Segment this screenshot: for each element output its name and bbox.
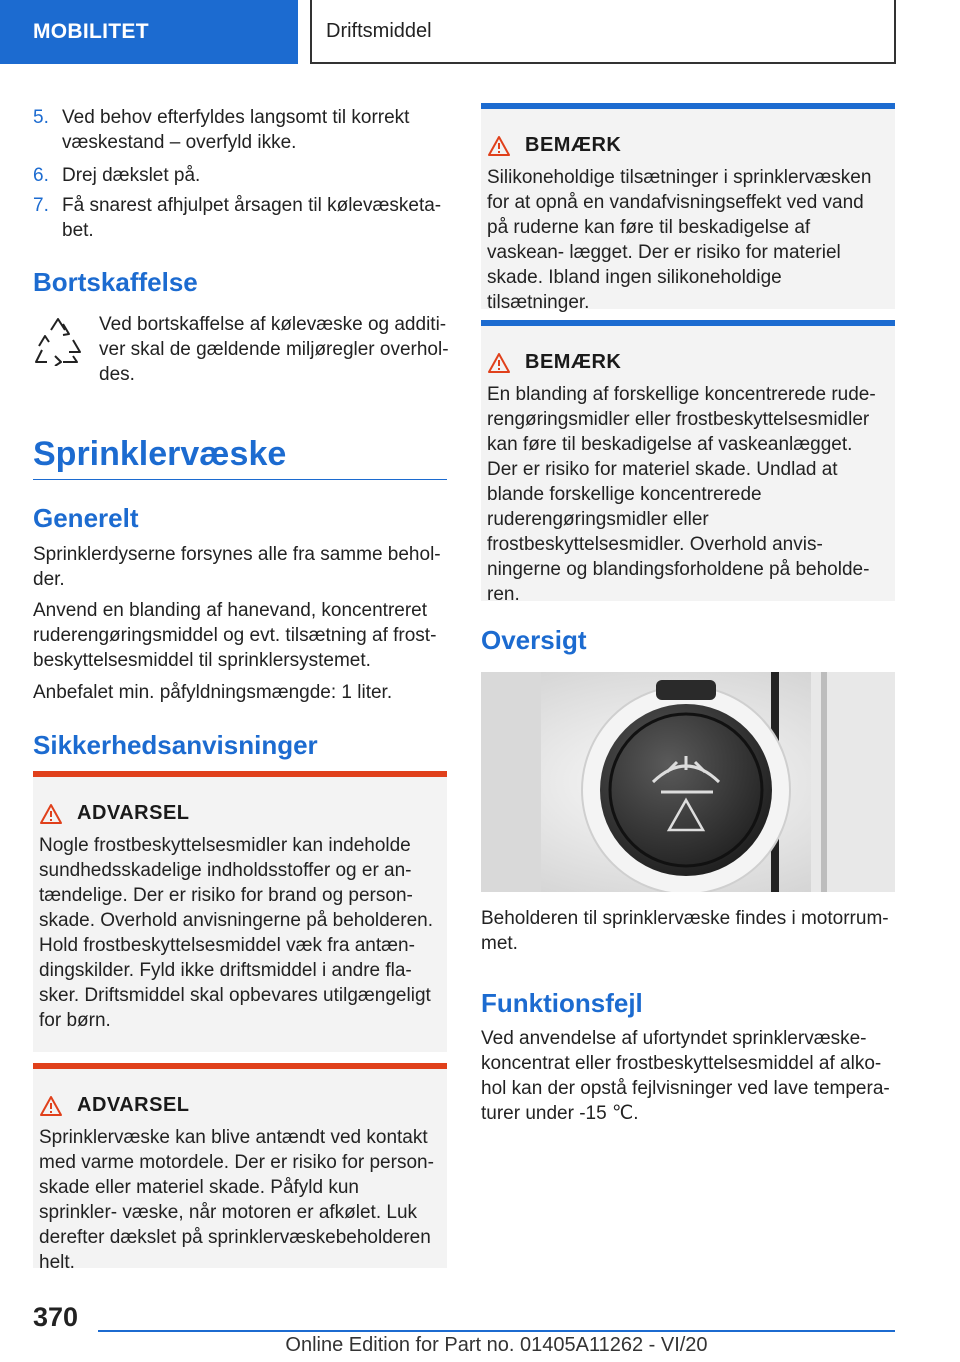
step-number: 5. <box>33 107 49 128</box>
step-text: Ved behov efterfyldes langsomt til korrekt væskestand – overfyld ikke. <box>62 107 410 153</box>
chapter-header <box>310 0 896 64</box>
fault-heading: Funktionsfejl <box>481 988 643 1018</box>
heading-rule <box>33 479 447 480</box>
recycle-icon <box>33 316 83 371</box>
overview-heading: Oversigt <box>481 625 587 655</box>
safety-heading: Sikkerhedsanvisninger <box>33 730 318 760</box>
note-text: En blanding af forskellige koncentrerede rude- rengøringsmidler eller frostbeskyttelsesmidler kan føre til beskadigelse af vaskeanlægget. Der er risiko for materiel skade. Undlad at blande forskellige koncentrerede ruderengøringsmidler eller frostbeskyttelsesmidler. Overhold anvis- ningerne og blandingsforholdene på beholde- ren. <box>487 384 876 605</box>
caution-triangle-icon <box>487 135 511 157</box>
general-paragraph-1: Sprinklerdyserne forsynes alle fra samme behol- der. <box>33 544 441 590</box>
warning-text: Sprinklervæske kan blive antændt ved kontakt med varme motordele. Der er risiko for person- skade eller materiel skade. Påfyld kun sprinkler- væske, når motoren er afkølet. Luk derefter dækslet på sprinklervæskebeholderen helt. <box>39 1127 434 1273</box>
page-number: 370 <box>33 1302 79 1332</box>
note-text: Silikoneholdige tilsætninger i sprinklervæsken for at opnå en vandafvisningseffekt ved vand på ruderne kan føre til beskadigelse af vaskean- lægget. Der er risiko for materiel skade. Ibland ingen silikoneholdige tilsætninger. <box>487 167 872 313</box>
warning-text: Nogle frostbeskyttelsesmidler kan indeholde sundhedsskadelige indholdsstoffer og er an- tændelige. Der er risiko for brand og person- skade. Overhold anvisningerne på beholderen. Hold frostbeskyttelsesmiddel væk fra antæn- dingskilder. Fyld ikke driftsmiddel i andre fla- sker. Driftsmiddel skal opbevares utilgængeligt for børn. <box>39 835 433 1031</box>
chapter-title: Driftsmiddel <box>326 19 432 42</box>
note-title: BEMÆRK <box>525 351 622 373</box>
warning-title: ADVARSEL <box>77 802 190 824</box>
section-title: MOBILITET <box>33 20 149 43</box>
warning-title: ADVARSEL <box>77 1094 190 1116</box>
general-heading: Generelt <box>33 503 139 533</box>
footer-rule <box>98 1330 895 1332</box>
note-header <box>487 134 887 157</box>
warning-header <box>39 1094 437 1117</box>
warning-triangle-icon <box>39 803 63 825</box>
fault-text: Ved anvendelse af ufortyndet sprinklervæske- koncentrat eller frostbeskyttelsesmiddel af alko- hol kan der opstå fejlvisninger ved lave tempera- turer under -15 ℃. <box>481 1028 890 1124</box>
warning-box-2 <box>33 1063 447 1273</box>
step-6 <box>33 163 447 188</box>
note-title: BEMÆRK <box>525 134 622 156</box>
caution-triangle-icon <box>487 352 511 374</box>
general-paragraph-2: Anvend en blanding af hanevand, koncentreret ruderengøringsmiddel og evt. tilsætning af frost- beskyttelsesmiddel til sprinklersystemet. <box>33 600 437 671</box>
step-number: 7. <box>33 195 49 216</box>
step-5 <box>33 105 447 155</box>
disposal-heading: Bortskaffelse <box>33 267 198 297</box>
disposal-text: Ved bortskaffelse af kølevæske og additi- ver skal de gældende miljøregler overhol- des. <box>99 314 449 385</box>
general-paragraph-3: Anbefalet min. påfyldningsmængde: 1 liter. <box>33 682 393 703</box>
main-heading: Sprinklervæske <box>33 435 287 473</box>
note-box-2 <box>481 320 895 605</box>
step-7 <box>33 193 447 243</box>
reservoir-cap-photo <box>481 672 895 892</box>
warning-header <box>39 802 437 825</box>
overview-text: Beholderen til sprinklervæske findes i motorrum- met. <box>481 908 889 954</box>
warning-box-1 <box>33 771 447 1052</box>
step-text: Drej dækslet på. <box>62 165 201 186</box>
note-header <box>487 351 887 374</box>
edition-footer: Online Edition for Part no. 01405A11262 - VI/20 <box>285 1334 708 1356</box>
section-tab <box>0 0 298 64</box>
step-text: Få snarest afhjulpet årsagen til kølevæsketa- bet. <box>62 195 442 241</box>
note-box-1 <box>481 103 895 313</box>
step-number: 6. <box>33 165 49 186</box>
warning-triangle-icon <box>39 1095 63 1117</box>
